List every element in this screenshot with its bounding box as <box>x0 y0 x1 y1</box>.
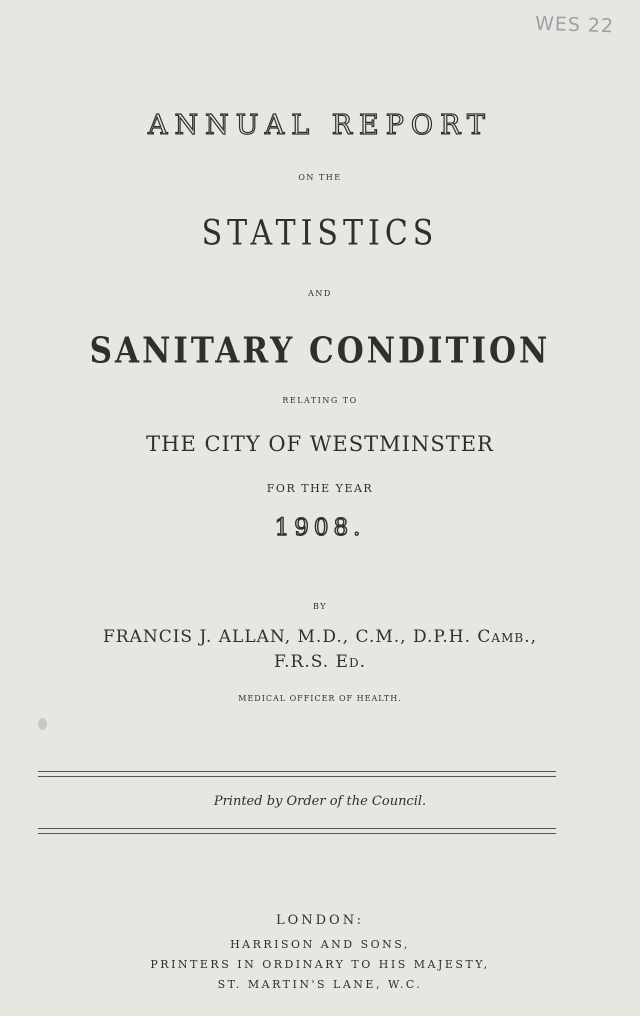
report-year: 1908. <box>274 515 366 541</box>
on-the-label: ON THE <box>298 173 342 182</box>
order-note: Printed by Order of the Council. <box>213 794 427 809</box>
imprint-address: ST. MARTIN'S LANE, W.C. <box>217 978 423 991</box>
imprint-city: LONDON: <box>275 913 365 928</box>
and-label: AND <box>308 289 332 298</box>
for-the-year-label: FOR THE YEAR <box>266 482 374 495</box>
shelfmark-annotation: WES 22 <box>534 12 615 38</box>
imprint-printer-role: PRINTERS IN ORDINARY TO HIS MAJESTY, <box>150 958 490 971</box>
by-label: BY <box>312 602 328 611</box>
paper-blemish <box>38 718 47 730</box>
report-title: ANNUAL REPORT <box>148 110 492 141</box>
bottom-double-rule <box>38 828 556 834</box>
author-name: FRANCIS J. ALLAN, M.D., C.M., D.P.H. Camb., <box>102 627 538 647</box>
imprint-printer: HARRISON AND SONS, <box>230 938 410 951</box>
top-double-rule <box>38 771 556 777</box>
relating-to-label: RELATING TO <box>282 396 358 405</box>
author-credentials: F.R.S. Ed. <box>273 652 367 672</box>
author-role: MEDICAL OFFICER OF HEALTH. <box>238 694 402 703</box>
sanitary-condition-heading: SANITARY CONDITION <box>89 330 551 372</box>
statistics-heading: STATISTICS <box>201 213 439 254</box>
city-heading: THE CITY OF WESTMINSTER <box>146 432 494 456</box>
